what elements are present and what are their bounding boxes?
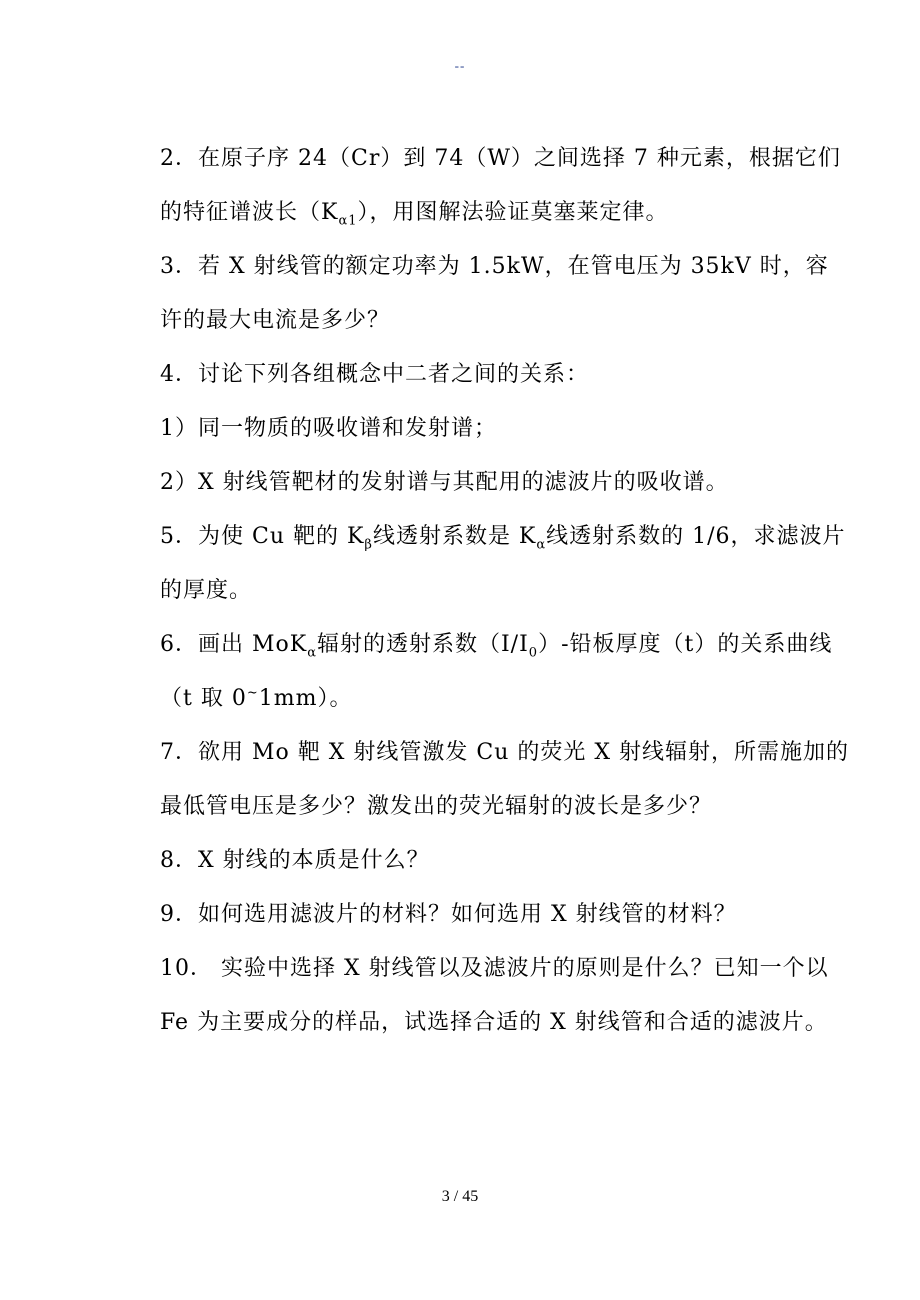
- text-run: 线透射系数的 1/6，求滤波片的厚度。: [160, 524, 846, 603]
- text-run: 6．画出 MoK: [160, 632, 308, 657]
- question-paragraph-q2: [160, 132, 850, 240]
- text-run: ），用图解法验证莫塞莱定律。: [357, 200, 669, 225]
- subscript: α1: [338, 213, 358, 229]
- text-run: 1）同一物质的吸收谱和发射谱；: [160, 416, 497, 441]
- text-run: 8．X 射线的本质是什么？: [160, 848, 430, 873]
- question-paragraph-q4: [160, 348, 850, 402]
- question-paragraph-q6: [160, 618, 850, 726]
- question-paragraph-q3: [160, 240, 850, 348]
- question-paragraph-q4-2: [160, 456, 850, 510]
- subscript: 0: [528, 645, 539, 661]
- text-run: 10． 实验中选择 X 射线管以及滤波片的原则是什么？已知一个以 Fe 为主要成分的样品，试选择合适的 X 射线管和合适的滤波片。: [160, 956, 829, 1035]
- text-run: 9．如何选用滤波片的材料？如何选用 X 射线管的材料？: [160, 902, 737, 927]
- superscript: ~: [246, 685, 259, 701]
- subscript: α: [307, 645, 317, 661]
- text-run: 线透射系数是 K: [372, 524, 537, 549]
- question-paragraph-q7: [160, 726, 850, 834]
- question-paragraph-q9: [160, 888, 850, 942]
- question-paragraph-q8: [160, 834, 850, 888]
- subscript: β: [364, 537, 373, 553]
- text-run: 1mm）。: [258, 686, 353, 711]
- text-run: 4．讨论下列各组概念中二者之间的关系：: [160, 362, 589, 387]
- text-run: 3．若 X 射线管的额定功率为 1.5kW，在管电压为 35kV 时，容许的最大电流是多少？: [160, 254, 829, 333]
- header-mark: --: [454, 58, 466, 73]
- text-run: 辐射的透射系数（I/I: [316, 632, 529, 657]
- question-paragraph-q4-1: [160, 402, 850, 456]
- subscript: α: [536, 537, 547, 553]
- page-number: 3 / 45: [441, 1188, 479, 1205]
- question-paragraph-q10: [160, 942, 850, 1050]
- text-run: ）-铅板厚度（t）的关系曲线（t 取 0: [160, 632, 833, 711]
- text-run: 7．欲用 Mo 靶 X 射线管激发 Cu 的荧光 X 射线辐射，所需施加的最低管电压是多少？激发出的荧光辐射的波长是多少？: [160, 740, 850, 819]
- question-paragraph-q5: [160, 510, 850, 618]
- document-body: [160, 132, 850, 1050]
- text-run: 2．在原子序 24（Cr）到 74（W）之间选择 7 种元素，根据它们的特征谱波长（K: [160, 146, 841, 225]
- text-run: 5．为使 Cu 靶的 K: [160, 524, 365, 549]
- text-run: 2）X 射线管靶材的发射谱与其配用的滤波片的吸收谱。: [160, 470, 729, 495]
